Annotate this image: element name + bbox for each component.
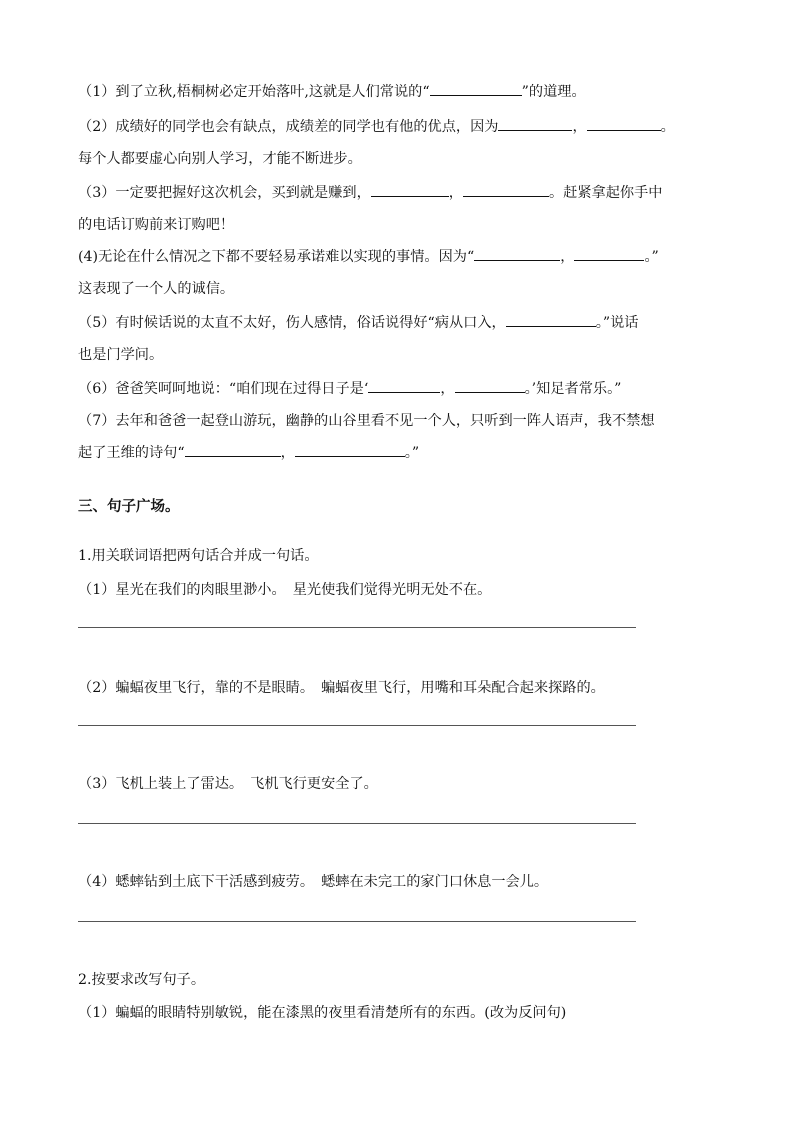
question-text: （1）到了立秋,梧桐树必定开始落叶,这就是人们常说的“ [78,84,430,100]
answer-blank[interactable] [371,183,449,197]
question-text: 。”说话 [595,315,639,331]
answer-line[interactable] [78,823,636,824]
question-text: 每个人都要虚心向别人学习，才能不断进步。 [78,151,362,167]
question-text: ， [448,185,463,201]
fill-in-question-6 [78,379,724,399]
question-text: 。’知足者常乐。” [524,381,622,397]
answer-blank[interactable] [368,379,440,393]
question-text: 起了王维的诗句“ [78,445,185,461]
section-heading: 三、句子广场。 [78,498,180,515]
task-title: 2.按要求改写句子。 [78,972,206,988]
answer-blank[interactable] [430,82,522,96]
answer-blank[interactable] [506,313,596,327]
answer-line[interactable] [78,921,636,922]
question-text: （2）成绩好的同学也会有缺点，成绩差的同学也有他的优点，因为 [78,119,499,135]
task-title: 1.用关联词语把两句话合并成一句话。 [78,548,319,564]
fill-in-question-7 [78,411,724,431]
fill-in-question-4 [78,247,724,267]
answer-blank[interactable] [587,117,661,131]
answer-blank[interactable] [463,183,549,197]
task-item: （1）蝙蝠的眼睛特别敏锐，能在漆黑的夜里看清楚所有的东西。(改为反问句) [78,1005,567,1021]
fill-in-question-5-cont [78,345,724,365]
question-text: 也是门学问。 [78,347,164,363]
answer-blank[interactable] [498,117,572,131]
question-text: ， [572,119,587,135]
answer-line[interactable] [78,725,636,726]
question-text: ， [560,249,575,265]
question-text: （3）一定要把握好这次机会，买到就是赚到， [78,185,371,201]
question-text: 。 [660,119,675,135]
question-text: 。” [644,249,659,265]
fill-in-question-3-cont [78,215,724,235]
question-text: 这表现了一个人的诚信。 [78,281,235,297]
task-item: （4）蟋蟀钻到土底下干活感到疲劳。 蟋蟀在未完工的家门口休息一会儿。 [78,874,549,890]
fill-in-question-5 [78,313,724,333]
question-text: （5）有时候话说的太直不太好，伤人感情，俗话说得好“病从口入， [78,315,506,331]
answer-blank[interactable] [455,379,525,393]
fill-in-question-4-cont [78,279,724,299]
question-text: （6）爸爸笑呵呵地说：“咱们现在过得日子是‘ [78,381,369,397]
task-item: （1）星光在我们的肉眼里渺小。 星光使我们觉得光明无处不在。 [78,582,492,598]
fill-in-question-3 [78,183,724,203]
fill-in-question-2 [78,117,724,137]
answer-line[interactable] [78,627,636,628]
answer-blank[interactable] [574,247,644,261]
question-text: 。” [404,445,420,461]
answer-blank[interactable] [295,443,405,457]
question-text: （7）去年和爸爸一起登山游玩，幽静的山谷里看不见一个人，只听到一阵人语声，我不禁想 [78,413,655,429]
question-text: ， [280,445,295,461]
question-text: 。赶紧拿起你手中 [548,185,663,201]
fill-in-question-7-cont [78,443,724,463]
fill-in-question-2-cont [78,149,724,169]
question-text: (4)无论在什么情况之下都不要轻易承诺难以实现的事情。因为“ [78,249,475,265]
question-text: ”的道理。 [521,84,586,100]
answer-blank[interactable] [185,443,281,457]
question-text: ， [440,381,455,397]
fill-in-question-1 [78,82,724,102]
answer-blank[interactable] [474,247,560,261]
task-item: （3）飞机上装上了雷达。 飞机飞行更安全了。 [78,776,378,792]
question-text: 的电话订购前来订购吧！ [78,217,235,233]
task-item: （2）蝙蝠夜里飞行，靠的不是眼睛。 蝙蝠夜里飞行，用嘴和耳朵配合起来探路的。 [78,680,605,696]
